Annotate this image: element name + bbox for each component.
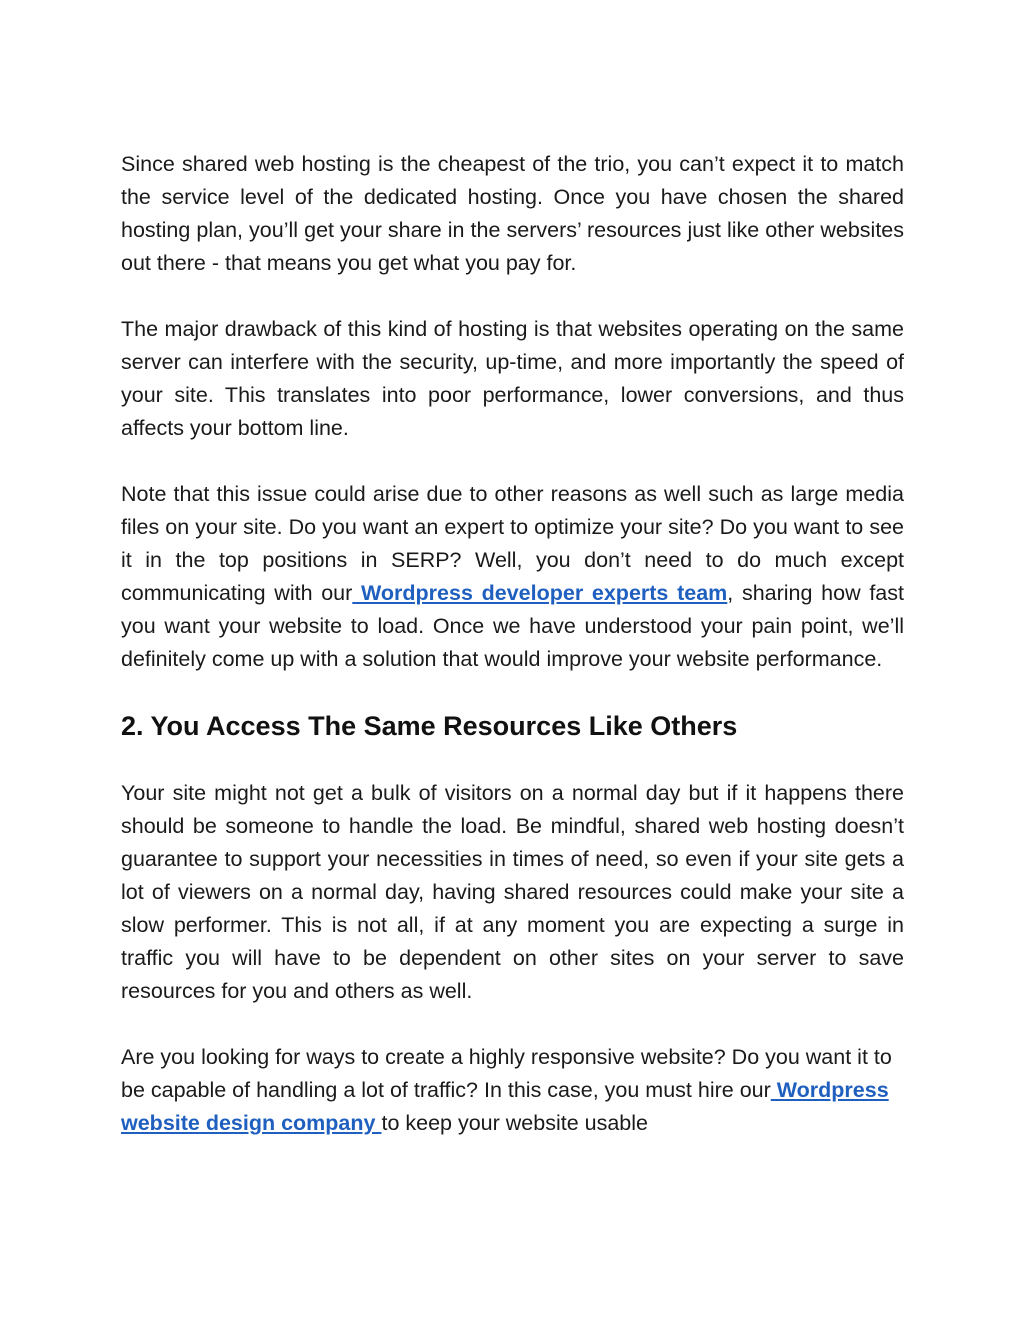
- paragraph-text: Your site might not get a bulk of visitors on a normal day but if it happens there should be someone to handle the load. Be mindful, shared web hosting doesn’t guarantee to support your necessities in times of need, so even if your site gets a lot of viewers on a normal day, having shared resources could make your site a slow performer. This is not all, if at any moment you are expecting a surge in traffic you will have to be dependent on other sites on your server to save resources for you and others as well.: [121, 781, 904, 1003]
- wordpress-website-design-company-link[interactable]: Wordpress website design company: [121, 1078, 889, 1135]
- section-heading: 2. You Access The Same Resources Like Others: [121, 711, 738, 741]
- wordpress-developer-experts-link[interactable]: Wordpress developer experts team: [352, 581, 728, 605]
- paragraph-text: Are you looking for ways to create a highly responsive website? Do you want it to be capable of handling a lot of traffic? In this case, you must hire our: [121, 1045, 892, 1102]
- paragraph-text: to keep your website usable: [381, 1111, 648, 1135]
- paragraph-text: , sharing how fast you want your website to load. Once we have understood your pain point, we’ll definitely come up with a solution that would improve your website performance.: [121, 581, 904, 671]
- document-page: [121, 148, 904, 1173]
- paragraph-shared-resources: [121, 777, 904, 1008]
- paragraph-shared-hosting-intro: [121, 148, 904, 280]
- paragraph-drawback: [121, 313, 904, 445]
- paragraph-text: Since shared web hosting is the cheapest of the trio, you can’t expect it to match the service level of the dedicated hosting. Once you have chosen the shared hosting plan, you’ll get your share in the servers’ resources just like other websites out there - that means you get what you pay for.: [121, 152, 904, 275]
- paragraph-optimize: [121, 478, 904, 676]
- paragraph-text: Note that this issue could arise due to other reasons as well such as large media files on your site. Do you want an expert to optimize your site? Do you want to see it in the top positions in SERP? Well, you don’t need to do much except communicating with our: [121, 482, 904, 605]
- paragraph-responsive-website: [121, 1041, 904, 1140]
- paragraph-text: The major drawback of this kind of hosting is that websites operating on the same server can interfere with the security, up-time, and more importantly the speed of your site. This translates into poor performance, lower conversions, and thus affects your bottom line.: [121, 317, 904, 440]
